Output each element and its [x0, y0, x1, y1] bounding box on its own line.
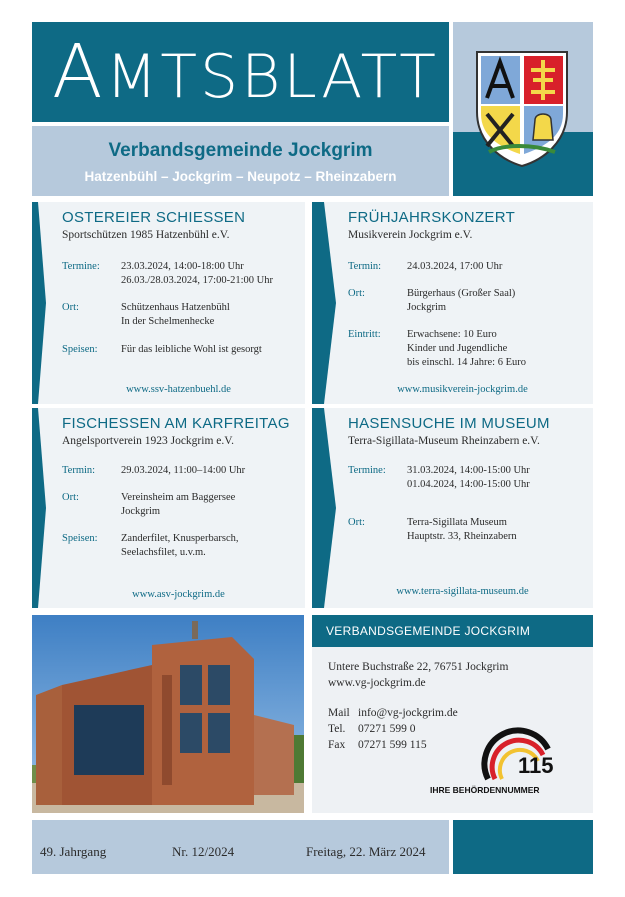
event-card-fischessen — [32, 408, 305, 608]
building-photo — [32, 615, 304, 813]
row-label: Ort: — [348, 288, 365, 299]
event-organizer: Angelsportverein 1923 Jockgrim e.V. — [62, 435, 234, 447]
row-value: 31.03.2024, 14:00-15:00 Uhr 01.04.2024, 14:00-15:00 Uhr — [407, 465, 530, 490]
logo-caption: IHRE BEHÖRDENNUMMER — [430, 785, 540, 795]
row-label: Eintritt: — [348, 329, 381, 340]
row-label: Ort: — [62, 302, 79, 313]
contact-address: Untere Buchstraße 22, 76751 Jockgrim — [328, 661, 509, 673]
mail-link[interactable]: info@vg-jockgrim.de — [358, 707, 458, 719]
tel-value: 07271 599 0 — [358, 723, 416, 735]
row-value: 29.03.2024, 11:00–14:00 Uhr — [121, 465, 246, 476]
event-title: FISCHESSEN AM KARFREITAG — [62, 415, 290, 432]
row-value: Zanderfilet, Knusperbarsch, Seelachsfilet, u.v.m. — [121, 533, 239, 558]
municipality-name: Verbandsgemeinde Jockgrim — [108, 140, 373, 161]
event-organizer: Musikverein Jockgrim e.V. — [348, 229, 473, 241]
contact-box — [312, 647, 593, 813]
crest-panel — [453, 22, 593, 196]
row-value: Bürgerhaus (Großer Saal) Jockgrim — [407, 288, 516, 313]
row-value: Für das leibliche Wohl ist gesorgt — [121, 344, 262, 355]
row-value: Erwachsene: 10 Euro Kinder und Jugendliche bis einschl. 14 Jahre: 6 Euro — [407, 329, 526, 368]
event-organizer: Sportschützen 1985 Hatzenbühl e.V. — [62, 229, 230, 241]
event-url-link[interactable]: www.musikverein-jockgrim.de — [397, 384, 528, 395]
arrow-shape-icon — [32, 408, 46, 608]
masthead-title: AMTSBLATT — [52, 29, 439, 115]
row-label: Ort: — [348, 517, 365, 528]
masthead-banner — [32, 22, 449, 122]
row-value: Vereinsheim am Baggersee Jockgrim — [121, 492, 236, 517]
towns-list: Hatzenbühl – Jockgrim – Neupotz – Rheinzabern — [84, 169, 397, 184]
event-card-ostereier — [32, 202, 305, 404]
arrow-shape-icon — [32, 202, 46, 404]
row-label: Termine: — [62, 261, 100, 272]
arrow-shape-icon — [312, 202, 336, 404]
event-url-link[interactable]: www.ssv-hatzenbuehl.de — [126, 384, 231, 395]
issue-number: Nr. 12/2024 — [172, 844, 235, 859]
contact-heading: VERBANDSGEMEINDE JOCKGRIM — [326, 624, 531, 638]
tel-label: Tel. — [328, 723, 346, 735]
logo-number: 115 — [518, 753, 554, 778]
contact-heading-bar — [312, 615, 593, 647]
event-organizer: Terra-Sigillata-Museum Rheinzabern e.V. — [348, 435, 540, 447]
event-url-link[interactable]: www.terra-sigillata-museum.de — [396, 586, 529, 597]
subhead-banner — [32, 126, 449, 196]
row-label: Ort: — [62, 492, 79, 503]
footer-accent — [453, 820, 593, 874]
contact-website-link[interactable]: www.vg-jockgrim.de — [328, 677, 426, 689]
row-label: Speisen: — [62, 344, 98, 355]
fax-value: 07271 599 115 — [358, 739, 427, 751]
event-card-hasensuche — [312, 408, 593, 608]
mail-label: Mail — [328, 707, 350, 719]
coat-of-arms-icon — [473, 48, 571, 168]
arrow-shape-icon — [312, 408, 336, 608]
event-card-fruehjahrskonzert — [312, 202, 593, 404]
behoerdennummer-115-logo-icon — [430, 721, 580, 801]
row-label: Termine: — [348, 465, 386, 476]
row-value: Terra-Sigillata Museum Hauptstr. 33, Rheinzabern — [407, 517, 517, 542]
row-value: 24.03.2024, 17:00 Uhr — [407, 261, 503, 272]
event-title: HASENSUCHE IM MUSEUM — [348, 415, 550, 432]
fax-label: Fax — [328, 739, 346, 751]
row-label: Termin: — [348, 261, 382, 272]
event-title: OSTEREIER SCHIESSEN — [62, 209, 246, 226]
issue-volume: 49. Jahrgang — [40, 844, 107, 859]
footer-bar — [32, 820, 449, 874]
issue-date: Freitag, 22. März 2024 — [306, 844, 426, 859]
row-value: Schützenhaus Hatzenbühl In der Schelmenhecke — [121, 302, 230, 327]
event-title: FRÜHJAHRSKONZERT — [348, 209, 516, 226]
row-value: 23.03.2024, 14:00-18:00 Uhr 26.03./28.03.2024, 17:00-21:00 Uhr — [121, 261, 273, 286]
row-label: Speisen: — [62, 533, 98, 544]
event-url-link[interactable]: www.asv-jockgrim.de — [132, 589, 225, 600]
row-label: Termin: — [62, 465, 96, 476]
